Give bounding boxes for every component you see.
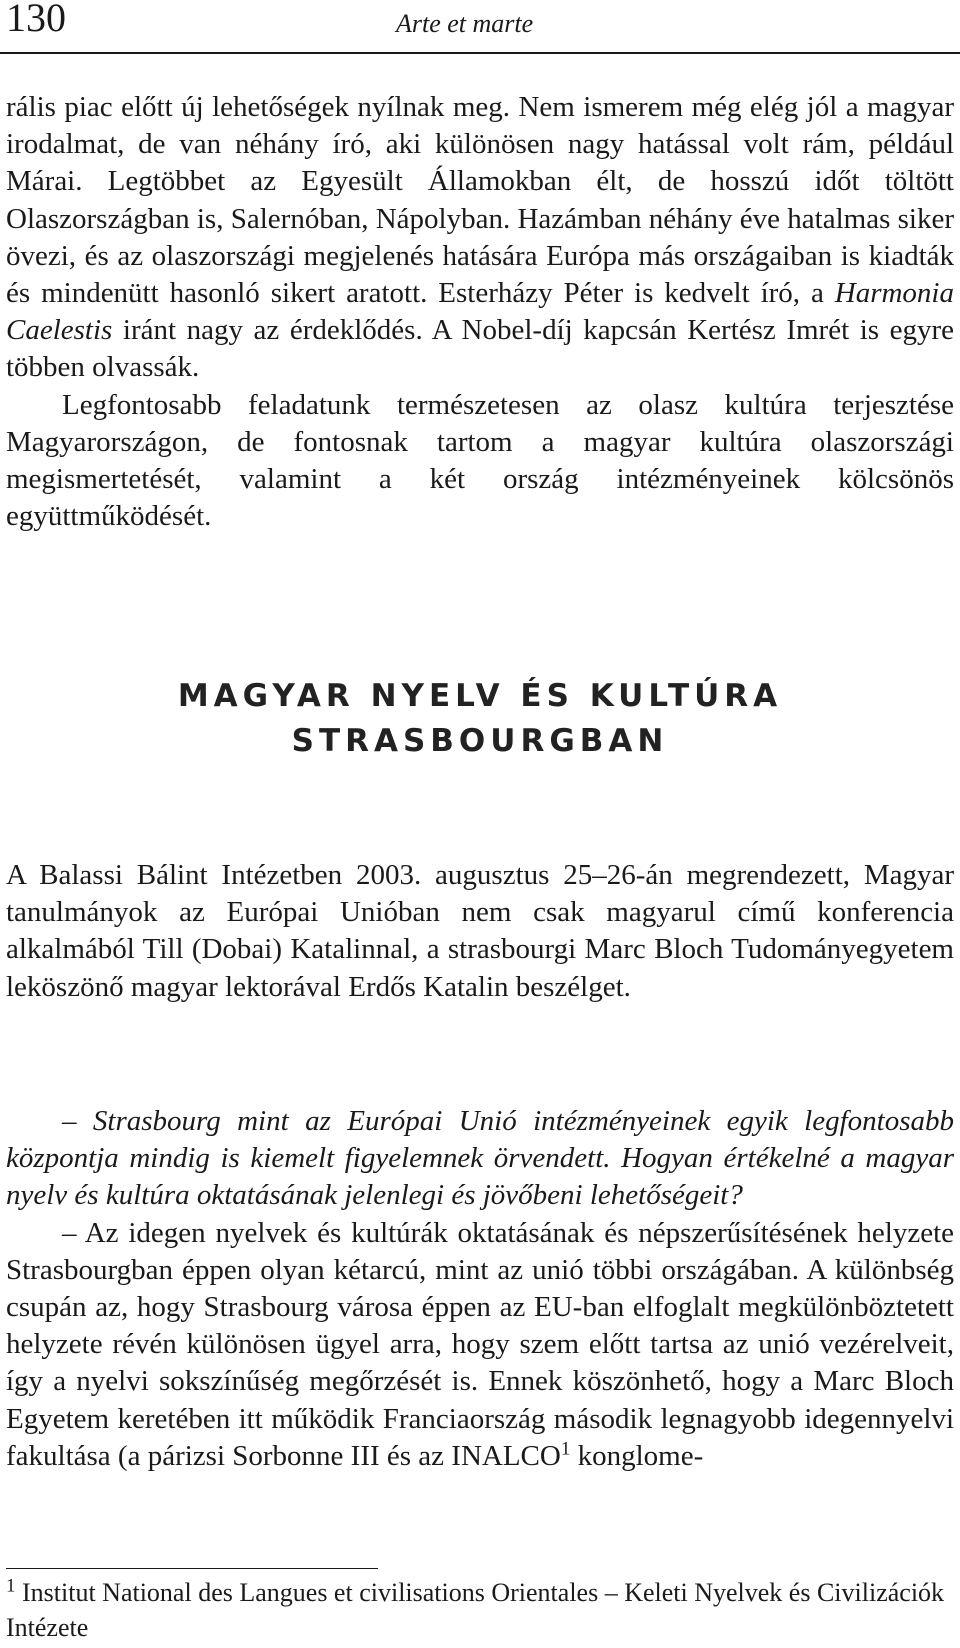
section-heading bbox=[0, 674, 960, 764]
intro-text: A Balassi Bálint Intézetben 2003. augusztus 25–26-án megrendezett, Magyar tanulmányok az Európai Unióban nem csak magyarul című konferencia alkalmából Till (Dobai) Katalinnal, a strasbourgi Marc Bloch Tudományegyetem leköszönő magyar lektorával Erdős Katalin beszélget. bbox=[6, 859, 954, 1003]
interview bbox=[6, 1103, 954, 1475]
header-rule bbox=[0, 52, 960, 54]
section-heading-line: STRASBOURGBAN bbox=[291, 723, 669, 759]
answer-text: konglome- bbox=[570, 1439, 704, 1472]
intro-paragraph bbox=[6, 857, 954, 1006]
footnote-reference: 1 bbox=[560, 1438, 571, 1460]
footnote-number: 1 bbox=[6, 1575, 16, 1597]
footnote bbox=[6, 1575, 954, 1645]
book-title-italic: Harmonia Caelestis bbox=[6, 277, 954, 347]
paragraph-continued bbox=[6, 89, 954, 387]
interview-answer bbox=[6, 1215, 954, 1475]
interview-question: – Strasbourg mint az Európai Unió intézményeinek egyik legfontosabb központja mindig is kiemelt figyelemnek örvendett. Hogyan értékelné a magyar nyelv és kultúra oktatásának jelenlegi és jövőbeni lehetőségeit? bbox=[6, 1105, 954, 1212]
paragraph: Legfontosabb feladatunk természetesen az olasz kultúra terjesztése Magyarországon, de fontosnak tartom a magyar kultúra olaszországi megismertetését, valamint a két ország intézményeinek kölcsönös együttműködését. bbox=[6, 388, 954, 533]
running-title: Arte et marte bbox=[396, 9, 534, 38]
page-number: 130 bbox=[6, 0, 66, 40]
section-heading-line: MAGYAR NYELV ÉS KULTÚRA bbox=[177, 678, 783, 714]
paragraph-text: iránt nagy az érdeklődés. A Nobel-díj kapcsán Kertész Imrét is egyre többen olvassák. bbox=[6, 314, 954, 384]
footnote-rule bbox=[6, 1568, 378, 1569]
answer-text: – Az idegen nyelvek és kultúrák oktatásának és népszerűsítésének helyzete Strasbourgban éppen olyan kétarcú, mint az unió többi országában. A különbség csupán az, hogy Strasbourg városa éppen az EU-ban elfoglalt megkülönböztetett helyzete révén különösen ügyel arra, hogy szem előtt tartsa az unió vezérelveit, így a nyelvi sokszínűség megőrzését is. Ennek köszönhető, hogy a Marc Bloch Egyetem keretében itt működik Franciaország második legnagyobb idegennyelvi fakultása (a párizsi Sorbonne III és az INALCO bbox=[6, 1216, 954, 1472]
paragraph-text: rális piac előtt új lehetőségek nyílnak meg. Nem ismerem még elég jól a magyar irodalmat, de van néhány író, aki különösen nagy hatással volt rám, például Márai. Legtöbbet az Egyesült Államokban élt, de hosszú időt töltött Olaszországban is, Salernóban, Nápolyban. Hazámban néhány éve hatalmas siker övezi, és az olaszországi megjelenés hatására Európa más országaiban is kiadták és mindenütt hasonló sikert aratott. Esterházy Péter is kedvelt író, a bbox=[6, 91, 954, 310]
body-text-continued bbox=[6, 89, 954, 535]
footnote-text: Institut National des Langues et civilisations Orientales – Keleti Nyelvek és Civilizációk Intézete bbox=[6, 1578, 945, 1642]
